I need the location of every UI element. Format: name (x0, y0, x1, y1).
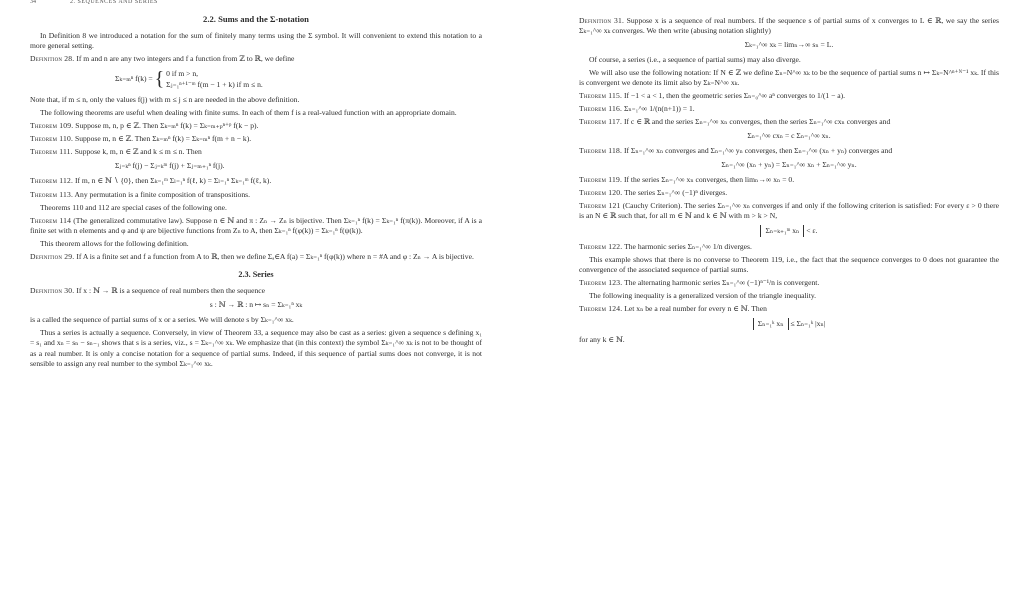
theorem-109-text: Suppose m, n, p ∈ ℤ. Then Σₖ₌ₘⁿ f(k) = Σₖ₌ₘ₊ₚⁿ⁺ᵖ f(k − p). (75, 121, 259, 131)
left-running-head (30, 0, 482, 7)
theorem-119-text: If the series Σₙ₌₁^∞ xₙ converges, then limₙ→∞ xₙ = 0. (623, 175, 795, 185)
section-heading-series: 2.3. Series (238, 269, 274, 279)
theorem-122-text: The harmonic series Σₙ₌₁^∞ 1/n diverges. (624, 242, 752, 252)
theorem-124-label: Theorem 124. (579, 304, 623, 314)
theorem-122-label: Theorem 122. (579, 242, 623, 252)
theorem-111-display: Σⱼ₌ₖⁿ f(j) − Σⱼ₌ₖᵐ f(j) + Σⱼ₌ₘ₊₁ⁿ f(j). (115, 161, 225, 171)
theorem-121-text: (Cauchy Criterion). The series Σₙ₌₁^∞ xₙ converges if and only if the following criterion is satisfied: For every ε > 0 there is an N ∈ ℝ such that, for all m ∈ ℕ and k ∈ ℕ with m > k > N, (579, 201, 999, 221)
theorem-116-label: Theorem 116. (579, 104, 623, 114)
series-paragraph: Thus a series is actually a sequence. Conversely, in view of Theorem 33, a sequence may also be cast as a series: given a sequence s defining x₁ = s₁ and xₙ = sₙ − sₙ₋₁ shows that s is a series, viz., s = Σₖ₌₁^∞ xₖ. We emphasize that (in this context) the symbol Σₖ₌₁^∞ xₖ is not to be thought of as a real number. It is only a concise notation for a sequence of partial sums. Indeed, if this sequence of partial sums does not converge, it is not sensible to assign any real number to the symbol Σₖ₌₁^∞ xₖ. (30, 328, 482, 368)
theorem-124-display (579, 318, 999, 330)
definition-28-case-2: Σⱼ₌₁ⁿ⁺¹⁻ᵐ f(m − 1 + k) if m ≤ n. (166, 80, 263, 90)
following-paragraph: The following theorems are useful when dealing with finite sums. In each of them f is a real-valued function with an appropriate domain. (40, 108, 457, 118)
theorem-121 (579, 201, 999, 221)
left-column (30, 14, 482, 372)
definition-30-label: Definition 30. (30, 286, 75, 296)
theorem-121-abs (760, 225, 804, 237)
theorem-120 (579, 188, 999, 198)
theorem-109-label: Theorem 109. (30, 121, 74, 131)
theorem-111-label: Theorem 111. (30, 147, 73, 157)
theorem-118-display: Σₙ₌₁^∞ (xₙ + yₙ) = Σₙ₌₁^∞ xₙ + Σₙ₌₁^∞ yₙ. (721, 160, 857, 170)
definition-30 (30, 286, 482, 296)
theorem-118-label: Theorem 118. (579, 146, 623, 156)
theorem-109 (30, 121, 482, 131)
definition-29-text: If A is a finite set and f a function from A to ℝ, then we define Σₐ∈A f(a) = Σₖ₌₁ⁿ f(φ(k)) where n = #A and φ : Zₙ → A is bijective. (76, 251, 474, 261)
theorem-117-display: Σₙ₌₁^∞ cxₙ = c Σₙ₌₁^∞ xₙ. (747, 131, 831, 141)
definition-28-text: If m and n are any two integers and f a function from ℤ to ℝ, we define (76, 54, 295, 64)
theorem-117-label: Theorem 117. (579, 117, 623, 127)
theorem-122 (579, 242, 999, 252)
definition-29-label: Definition 29. (30, 251, 75, 261)
theorem-112-text: If m, n ∈ ℕ ∖ {0}, then Σₖ₌₁ᵐ Σₗ₌₁ⁿ f(ℓ, k) = Σₗ₌₁ⁿ Σₖ₌₁ᵐ f(ℓ, k). (74, 176, 272, 186)
theorem-117 (579, 117, 999, 127)
example-paragraph: This example shows that there is no converse to Theorem 119, i.e., the fact that the sequence converges to 0 does not guarantee the convergence of the associated sequence of partial sums. (579, 255, 999, 275)
theorem-123-label: Theorem 123. (579, 278, 623, 288)
for-any-k: for any k ∈ ℕ. (579, 335, 625, 345)
theorem-115 (579, 91, 999, 101)
definition-31-display: Σₖ₌₁^∞ xₖ = limₙ→∞ sₙ = L. (744, 40, 834, 50)
theorem-124-tail: ≤ Σₙ₌₁ᵏ |xₙ| (790, 319, 826, 329)
theorem-118 (579, 146, 999, 156)
theorem-121-label: Theorem 121 (579, 201, 621, 211)
theorem-113 (30, 190, 482, 200)
theorem-121-tail: < ε. (806, 226, 818, 236)
definition-30-text: If x : ℕ → ℝ is a sequence of real numbers then the sequence (76, 286, 265, 296)
section-heading-sums: 2.2. Sums and the Σ-notation (203, 14, 309, 24)
definition-28-display (30, 68, 482, 90)
right-column (579, 16, 999, 348)
theorem-112-label: Theorem 112. (30, 176, 74, 186)
definition-29 (30, 252, 482, 262)
theorem-114-label: Theorem 114 (30, 215, 72, 225)
left-running-title: 2. SEQUENCES AND SERIES (70, 0, 158, 5)
definition-30-after: is a called the sequence of partial sums of x or a series. We will denote s by Σₖ₌₁^∞ xₖ. (30, 315, 294, 325)
theorem-115-text: If −1 < a < 1, then the geometric series Σₙ₌₀^∞ aⁿ converges to 1/(1 − a). (623, 91, 846, 101)
theorem-120-label: Theorem 120. (579, 188, 623, 198)
theorem-113-label: Theorem 113. (30, 189, 74, 199)
theorem-121-display (579, 225, 999, 237)
definition-31-label: Definition 31. (579, 16, 625, 25)
triangle-paragraph: The following inequality is a generalized version of the triangle inequality. (589, 291, 817, 301)
theorem-116 (579, 104, 999, 114)
definition-31 (579, 16, 999, 36)
theorem-110-label: Theorem 110. (30, 134, 74, 144)
theorem-124-sum: Σₙ₌₁ᵏ xₙ (757, 319, 784, 329)
theorem-123-text: The alternating harmonic series Σₙ₌₁^∞ (−1)ⁿ⁻¹/n is convergent. (624, 278, 820, 288)
cases-brace: { (154, 68, 165, 91)
definition-28 (30, 54, 482, 64)
theorem-114 (30, 216, 482, 236)
definition-28-label: Definition 28. (30, 54, 75, 64)
theorem-112 (30, 176, 482, 186)
theorem-121-sum: Σₙ₌ₖ₊₁ᵐ xₙ (765, 226, 800, 236)
special-cases-paragraph: Theorems 110 and 112 are special cases of the following one. (40, 202, 227, 212)
allows-paragraph: This theorem allows for the following definition. (40, 238, 189, 248)
note-paragraph: Note that, if m ≤ n, only the values f(j) with m ≤ j ≤ n are needed in the above definition. (30, 95, 300, 105)
diverge-paragraph: Of course, a series (i.e., a sequence of partial sums) may also diverge. (589, 55, 801, 65)
theorem-111-text: Suppose k, m, n ∈ ℤ and k ≤ m ≤ n. Then (74, 147, 202, 157)
notation-paragraph: We will also use the following notation: If N ∈ ℤ we define Σₙ₌N^∞ xₖ to be the sequence of partial sums n ↦ Σₖ₌N^ⁿ⁺ᴺ⁻¹ xₖ. If this is convergent we denote its limit also by Σₖ₌N^∞ xₖ. (579, 68, 999, 88)
theorem-124 (579, 304, 999, 314)
left-page-number: 34 (30, 0, 36, 5)
theorem-119 (579, 175, 999, 185)
intro-paragraph: In Definition 8 we introduced a notation for the sum of finitely many terms using the Σ symbol. It will convenient to extend this notation to a more general setting. (30, 31, 482, 51)
theorem-120-text: The series Σₙ₌₁^∞ (−1)ⁿ diverges. (624, 188, 728, 198)
theorem-123 (579, 278, 999, 288)
theorem-118-text: If Σₙ₌₁^∞ xₙ converges and Σₙ₌₁^∞ yₙ converges, then Σₙ₌₁^∞ (xₙ + yₙ) converges and (623, 146, 893, 156)
definition-28-cases (166, 68, 263, 90)
definition-30-display: s : ℕ → ℝ : n ↦ sₙ = Σₖ₌₁ⁿ xₖ (209, 300, 303, 310)
theorem-111 (30, 147, 482, 157)
theorem-114-text: (The generalized commutative law). Suppose n ∈ ℕ and π : Zₙ → Zₙ is bijective. Then Σₖ₌₁ⁿ f(k) = Σₖ₌₁ⁿ f(π(k)). Moreover, if A is a finite set with n elements and φ and ψ are bijective functions from Zₙ to A, then Σₖ₌₁ⁿ f(φ(k)) = Σₖ₌₁ⁿ f(ψ(k)). (30, 215, 482, 235)
theorem-110-text: Suppose m, n ∈ ℤ. Then Σₖ₌ₘⁿ f(k) = Σₖ₌ₘⁿ f(m + n − k). (74, 134, 252, 144)
theorem-124-text: Let xₙ be a real number for every n ∈ ℕ. Then (624, 304, 767, 314)
theorem-117-text: If c ∈ ℝ and the series Σₙ₌₁^∞ xₙ converges, then the series Σₙ₌₁^∞ cxₙ converges and (623, 117, 891, 127)
theorem-124-abs (753, 318, 789, 330)
definition-28-case-1: 0 if m > n, (166, 69, 199, 79)
theorem-115-label: Theorem 115. (579, 91, 623, 101)
definition-31-text: Suppose x is a sequence of real numbers. If the sequence s of partial sums of x converges to L ∈ ℝ, we say the series Σₖ₌₁^∞ xₖ converges. We then write (abusing notation slightly) (579, 16, 999, 36)
right-page (512, 0, 1024, 599)
theorem-116-text: Σₙ₌₁^∞ 1/(n(n+1)) = 1. (623, 104, 695, 114)
theorem-113-text: Any permutation is a finite composition of transpositions. (74, 189, 251, 199)
definition-28-lhs: Σₖ₌ₘⁿ f(k) = (115, 74, 153, 84)
theorem-110 (30, 134, 482, 144)
theorem-119-label: Theorem 119. (579, 175, 623, 185)
